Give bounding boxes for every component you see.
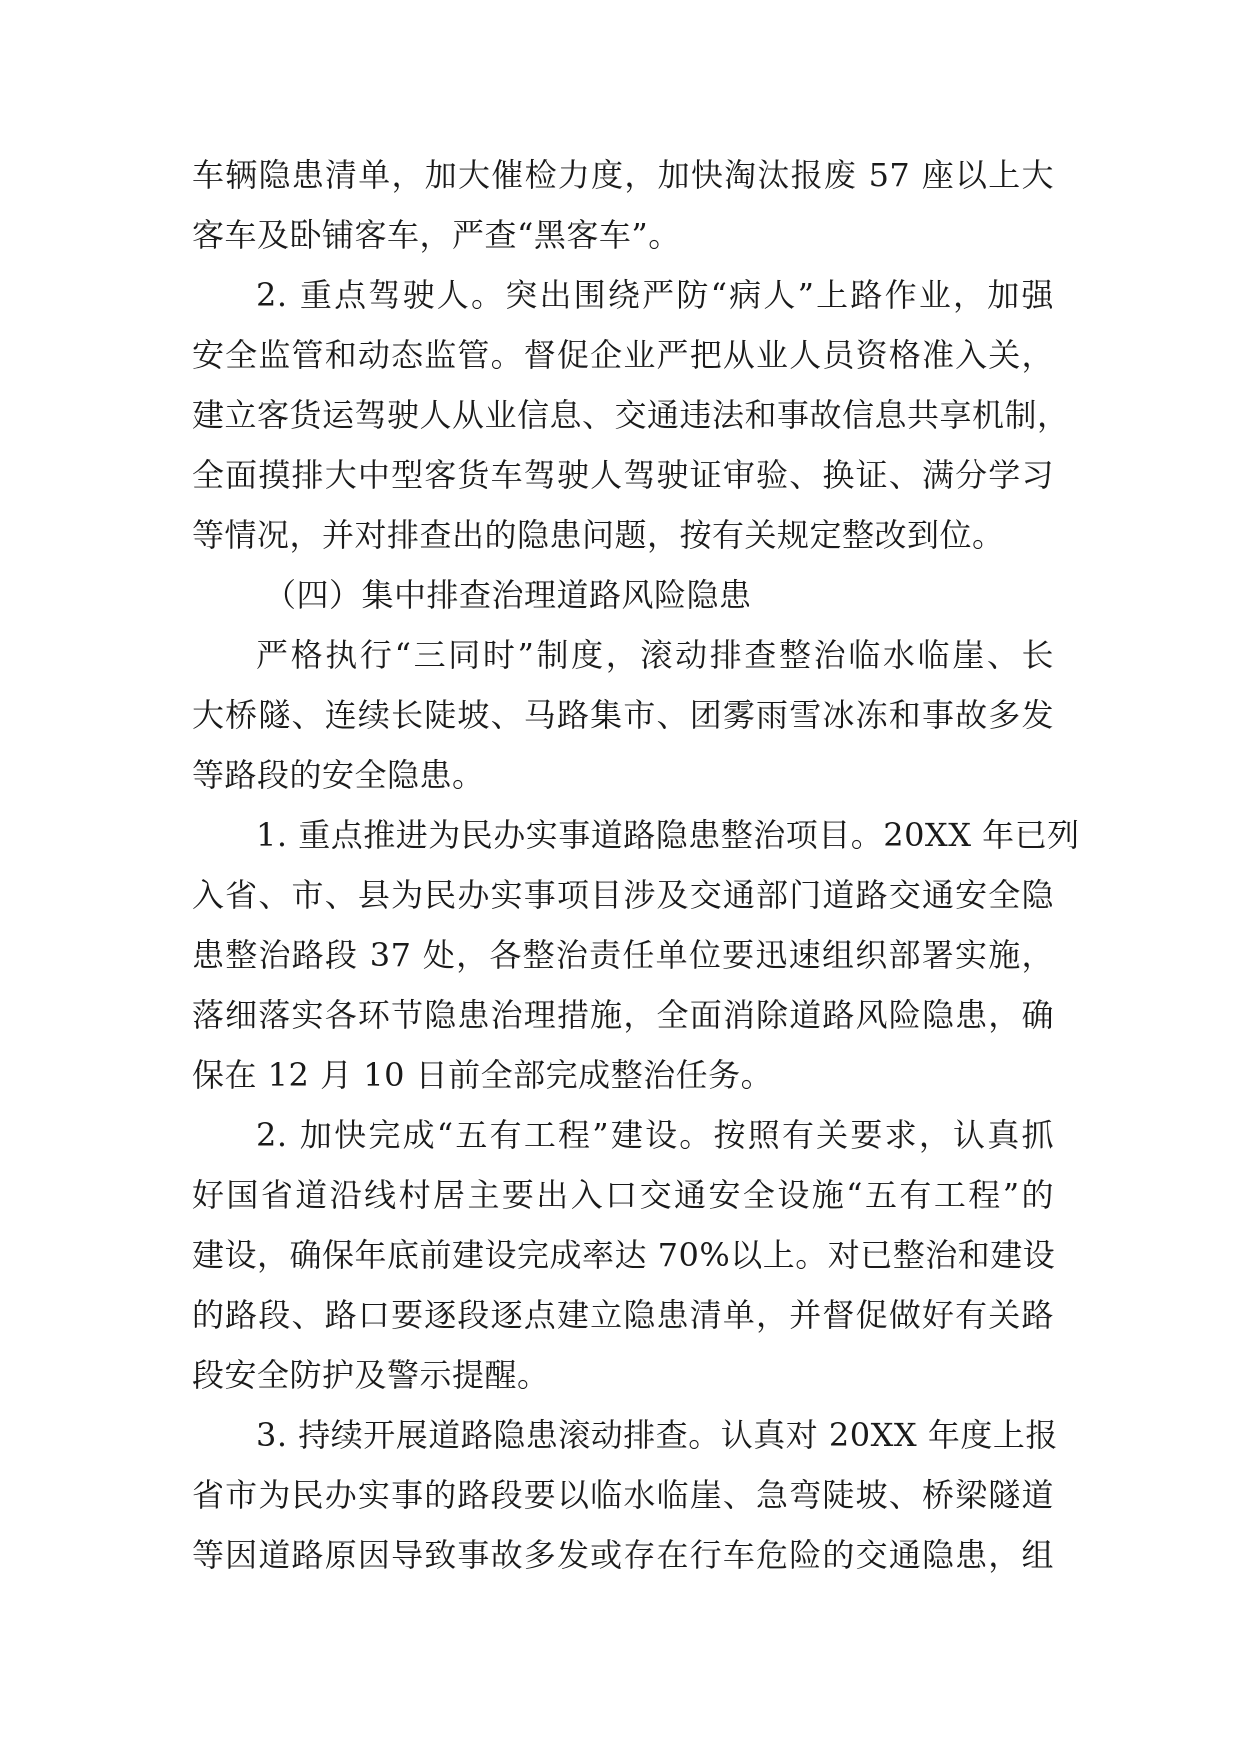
section-heading: （四）集中排查治理道路风险隐患 [264,576,752,614]
text-line: 全面摸排大中型客货车驾驶人驾驶证审验、换证、满分学习 [192,456,1054,494]
text-line: 安全监管和动态监管。督促企业严把从业人员资格准入关， [192,336,1054,374]
text-line: 入省、市、县为民办实事项目涉及交通部门道路交通安全隐 [192,876,1054,914]
text-line: 车辆隐患清单，加大催检力度，加快淘汰报废 57 座以上大 [192,156,1054,194]
text-line: 严格执行“三同时”制度，滚动排查整治临水临崖、长 [256,636,1054,674]
text-line: 落细落实各环节隐患治理措施，全面消除道路风险隐患，确 [192,996,1054,1034]
text-line: 等因道路原因导致事故多发或存在行车危险的交通隐患，组 [192,1536,1054,1574]
text-line: 的路段、路口要逐段逐点建立隐患清单，并督促做好有关路 [192,1296,1054,1334]
text-line: 患整治路段 37 处，各整治责任单位要迅速组织部署实施， [192,936,1054,974]
document-body [192,145,1080,1585]
text-line: 好国省道沿线村居主要出入口交通安全设施“五有工程”的 [192,1176,1054,1214]
text-line: 大桥隧、连续长陡坡、马路集市、团雾雨雪冰冻和事故多发 [192,696,1054,734]
text-line: 客车及卧铺客车，严查“黑客车”。 [192,216,681,254]
text-line: 段安全防护及警示提醒。 [192,1356,550,1394]
text-line: 等路段的安全隐患。 [192,756,485,794]
text-line: 3. 持续开展道路隐患滚动排查。认真对 20XX 年度上报 [256,1416,1058,1454]
text-line: 建立客货运驾驶人从业信息、交通违法和事故信息共享机制， [192,396,1070,434]
text-line: 2. 重点驾驶人。突出围绕严防“病人”上路作业，加强 [256,276,1054,314]
text-line: 1. 重点推进为民办实事道路隐患整治项目。20XX 年已列 [256,816,1080,854]
text-line: 保在 12 月 10 日前全部完成整治任务。 [192,1056,774,1094]
text-line: 省市为民办实事的路段要以临水临崖、急弯陡坡、桥梁隧道 [192,1476,1054,1514]
text-line: 2. 加快完成“五有工程”建设。按照有关要求，认真抓 [256,1116,1054,1154]
text-line: 建设，确保年底前建设完成率达 70%以上。对已整治和建设 [192,1236,1056,1274]
text-line: 等情况，并对排查出的隐患问题，按有关规定整改到位。 [192,516,1005,554]
